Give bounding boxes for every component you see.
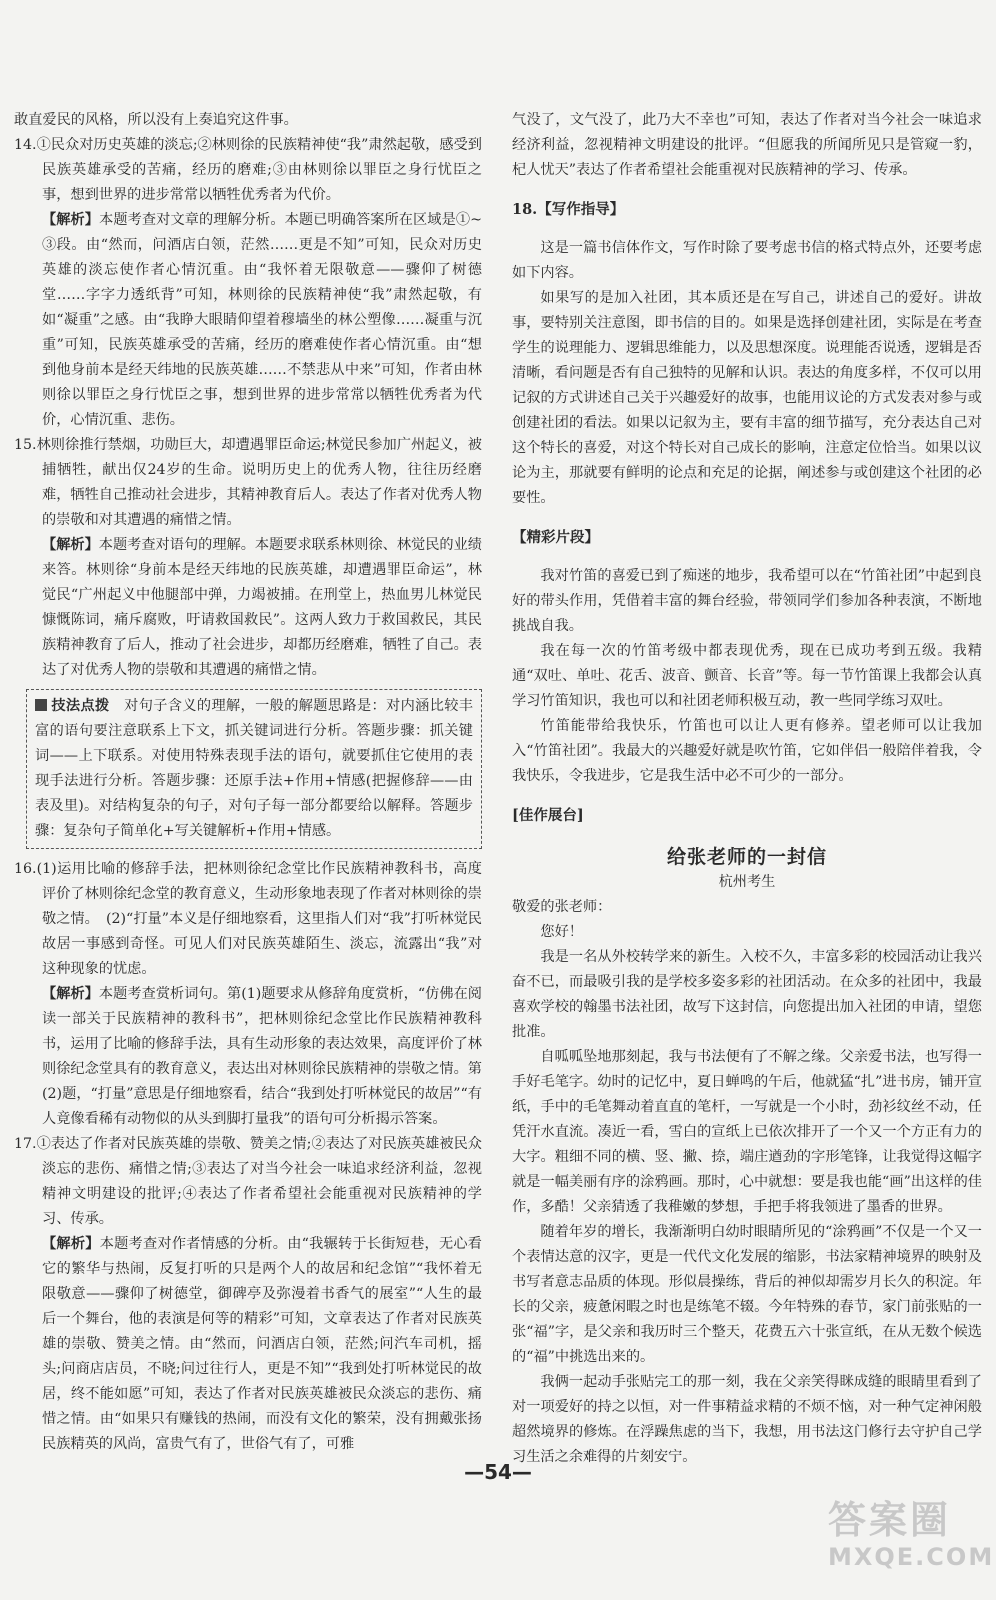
tip-icon	[35, 699, 47, 711]
writing-guide-heading: 18.【写作指导】	[512, 200, 625, 218]
tip-text: 对句子含义的理解，一般的解题思路是：对内涵比较丰富的语句要注意联系上下文，抓关键词进行分析。答题步骤：抓关键词——上下联系。对使用特殊表现手法的语句，就要抓住它使用的表现手法进行分析。答题步骤：还原手法+作用+情感(把握修辞——由表及里)。对结构复杂的句子，对句子每一部分都要给以解释。答题步骤：复杂句子简单化+写关键解析+作用+情感。	[35, 698, 473, 839]
analysis-text: 本题考查对作者情感的分析。由“我辗转于长街短巷，无心看它的繁华与热闹，反复打听的只是两个人的故居和纪念馆”“我怀着无限敬意——骤仰了树德堂，御碑亭及弥漫着书香气的展室”“人生的最后一个舞台，他的表演是何等的精彩”可知，文章表达了作者对民族英雄的崇敬、赞美之情。由“然而，问酒店白领，茫然;问汽车司机，摇头;问商店店员，不晓;问过往行人，更是不知”“我到处打听林觉民的故居，终不能如愿”可知，表达了作者对民族英雄被民众淡忘的悲伤、痛惜之情。由“如果只有赚钱的热闹，而没有文化的繁荣，没有拥戴张扬民族精英的风尚，富贵气有了，世俗气有了，可雅	[42, 1236, 482, 1452]
letter-para: 自呱呱坠地那刻起，我与书法便有了不解之缘。父亲爱书法，也写得一手好毛笔字。幼时的记忆中，夏日蝉鸣的午后，他就猛“扎”进书房，铺开宣纸，手中的毛笔舞动着直直的笔杆，一写就是一个小时，劲衫纹丝不动，任凭汗水直流。凑近一看，雪白的宣纸上已依次排开了一个又一个方正有力的大字。粗细不同的横、竖、撇、捺，端庄遒劲的字形笔锋，让我觉得这幅字就是一幅美丽有序的涂鸦画。那时，心中就想：要是我也能“画”出这样的佳作，多酷！父亲猜透了我稚嫩的梦想，手把手将我领进了墨香的世界。	[512, 1049, 982, 1215]
analysis-17	[14, 1232, 482, 1457]
answer-16: 16.(1)运用比喻的修辞手法，把林则徐纪念堂比作民族精神教科书，高度评价了林则徐纪念堂的教育意义，生动形象地表现了作者对林则徐的崇敬之情。 (2)“打量”本义是仔细地察看，这里指人们对“我”打听林觉民故居一事感到奇怪。可见人们对民族英雄陌生、淡忘，流露出“我”对这种现象的忧虑。	[14, 861, 482, 977]
tip-label: 技法点拨	[51, 698, 110, 714]
analysis-label: 【解析】	[42, 212, 100, 228]
answer-17-continued: 气没了，文气没了，此乃大不幸也”可知，表达了作者对当今社会一味追求经济利益，忽视精神文明建设的批评。“但愿我的所闻所见只是管窥一豹，杞人忧天”表达了作者希望社会能重视对民族精神的学习、传承。	[512, 112, 982, 178]
page-number: —54—	[464, 1460, 532, 1484]
letter-title: 给张老师的一封信	[666, 846, 827, 868]
letter-salutation: 敬爱的张老师：	[512, 899, 612, 915]
analysis-text: 本题考查对语句的理解。本题要求联系林则徐、林觉民的业绩来答。林则徐“身前本是经天纬地的民族英雄，却遭遇罪臣命运”，林觉民“广州起义中他腿部中弹，力竭被捕。在刑堂上，热血男儿林觉民慷慨陈词，痛斥腐败，吁请救国救民”。这两人致力于救国救民，其民族精神教育了后人，推动了社会进步，却都历经磨难，牺牲了自己。表达了对优秀人物的崇敬和其遭遇的痛惜之情。	[42, 537, 482, 678]
right-column	[512, 108, 982, 1470]
excerpt-heading: 【精彩片段】	[512, 528, 599, 546]
answer-continued: 敢直爱民的风格，所以没有上奏追究这件事。	[14, 112, 298, 128]
letter-para: 我俩一起动手张贴完工的那一刻，我在父亲笑得眯成缝的眼睛里看到了对一项爱好的持之以恒，对一件事精益求精的不烦不恼，对一种气定神闲般超然境界的修炼。在浮躁焦虑的当下，我想，用书法这门修行去守护自己学习生活之余难得的片刻安宁。	[512, 1374, 982, 1465]
answer-15: 15.林则徐推行禁烟，功勋巨大，却遭遇罪臣命运;林觉民参加广州起义，被捕牺牲，献出仅24岁的生命。说明历史上的优秀人物，往往历经磨难，牺牲自己推动社会进步，其精神教育后人。表达了作者对优秀人物的崇敬和对其遭遇的痛惜之情。	[14, 437, 482, 528]
analysis-16	[14, 982, 482, 1132]
excerpt-para: 竹笛能带给我快乐，竹笛也可以让人更有修养。望老师可以让我加入“竹笛社团”。我最大的兴趣爱好就是吹竹笛，它如伴侣一般陪伴着我，令我快乐，令我进步，它是我生活中必不可少的一部分。	[512, 718, 982, 784]
analysis-label: 【解析】	[42, 537, 99, 553]
letter-author: 杭州考生	[718, 874, 776, 890]
letter-greeting: 您好！	[540, 924, 583, 940]
site-watermark	[828, 1498, 995, 1580]
left-column	[14, 108, 482, 1457]
excerpt-para: 我对竹笛的喜爱已到了痴迷的地步，我希望可以在“竹笛社团”中起到良好的带头作用，凭借着丰富的舞台经验，带领同学们参加各种表演，不断地挑战自我。	[512, 568, 982, 634]
excerpt-para: 我在每一次的竹笛考级中都表现优秀，现在已成功考到五级。我精通“双吐、单吐、花舌、波音、颤音、长音”等。每一节竹笛课上我都会认真学习竹笛知识，我也可以和社团老师积极互动，教一些同学练习双吐。	[512, 643, 982, 709]
analysis-14	[14, 208, 482, 433]
technique-tip-box	[26, 689, 482, 849]
writing-guide-para: 如果写的是加入社团，其本质还是在写自己，讲述自己的爱好。讲故事，要特别关注意图，即书信的目的。如果是选择创建社团，实际是在考查学生的说理能力、逻辑思维能力，以及思想深度。说理能否说透，逻辑是否清晰，看问题是否有自己独特的见解和认识。表达的角度多样，不仅可以用记叙的方式讲述自己关于兴趣爱好的故事，也能用议论的方式发表对参与或创建社团的看法。如果以记叙为主，要有丰富的细节描写，充分表达自己对这个特长的喜爱，对这个特长对自己成长的影响，注意定位恰当。如果以议论为主，那就要有鲜明的论点和充足的论据，阐述参与或创建这个社团的必要性。	[512, 290, 982, 506]
analysis-text: 本题考查赏析词句。第(1)题要求从修辞角度赏析，“仿佛在阅读一部关于民族精神的教科书”，把林则徐纪念堂比作民族精神教科书，运用了比喻的修辞手法，具有生动形象的表达效果，高度评价了林则徐纪念堂具有的教育意义，表达出对林则徐民族精神的崇敬之情。第(2)题，“打量”意思是仔细地察看，结合“我到处打听林觉民的故居”“有人竟像看稀有动物似的从头到脚打量我”的语句可分析揭示答案。	[42, 986, 482, 1127]
answer-17: 17.①表达了作者对民族英雄的崇敬、赞美之情;②表达了对民族英雄被民众淡忘的悲伤、痛惜之情;③表达了对当今社会一味追求经济利益，忽视精神文明建设的批评;④表达了作者希望社会能重视对民族精神的学习、传承。	[14, 1136, 482, 1227]
analysis-15	[14, 533, 482, 683]
analysis-label: 【解析】	[42, 986, 99, 1002]
watermark-url: MXQE.COM	[828, 1543, 995, 1571]
analysis-label: 【解析】	[42, 1236, 100, 1252]
answer-14: 14.①民众对历史英雄的淡忘;②林则徐的民族精神使“我”肃然起敬，感受到民族英雄承受的苦痛，经历的磨难;③由林则徐以罪臣之身行忧臣之事，想到世界的进步常常以牺牲优秀者为代价。	[14, 137, 482, 203]
writing-guide-para: 这是一篇书信体作文，写作时除了要考虑书信的格式特点外，还要考虑如下内容。	[512, 240, 982, 281]
letter-para: 我是一名从外校转学来的新生。入校不久，丰富多彩的校园活动让我兴奋不已，而最吸引我的是学校多姿多彩的社团活动。在众多的社团中，我最喜欢学校的翰墨书法社团，故写下这封信，向您提出加入社团的申请，望您批准。	[512, 949, 982, 1040]
watermark-logo-text: 答案圈	[828, 1498, 952, 1542]
analysis-text: 本题考查对文章的理解分析。本题已明确答案所在区域是①~③段。由“然而，问酒店白领，茫然……更是不知”可知，民众对历史英雄的淡忘使作者心情沉重。由“我怀着无限敬意——骤仰了树德堂……字字力透纸背”可知，林则徐的民族精神使“我”肃然起敬，有如“凝重”之感。由“我睁大眼睛仰望着穆墙坐的林公塑像……凝重与沉重”可知，民族英雄承受的苦痛，经历的磨难使作者心情沉重。由“想到他身前本是经天纬地的民族英雄……不禁悲从中来”可知，作者由林则徐以罪臣之身行忧臣之事，想到世界的进步常常以牺牲优秀者为代价，心情沉重、悲伤。	[42, 212, 482, 428]
showcase-heading: [佳作展台]	[512, 806, 584, 824]
letter-para: 随着年岁的增长，我渐渐明白幼时眼睛所见的“涂鸦画”不仅是一个又一个表情达意的汉字，更是一代代文化发展的缩影，书法家精神境界的映射及书写者意志品质的体现。形似晨操练，背后的神似却需岁月长久的积淀。年长的父亲，疲惫闲暇之时也是练笔不辍。今年特殊的春节，家门前张贴的一张“福”字，是父亲和我历时三个整天，花费五六十张宣纸，在从无数个候选的“福”中挑选出来的。	[512, 1224, 982, 1365]
